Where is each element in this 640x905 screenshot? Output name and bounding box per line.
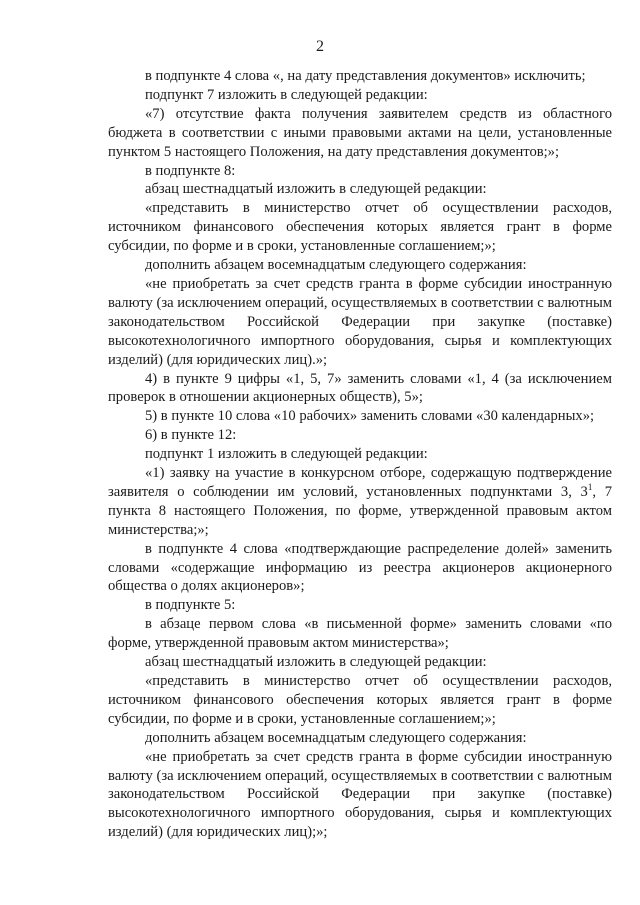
paragraph: «представить в министерство отчет об осуществлении расходов, источником финансового обеспечения которых является грант в форме субсидии, по форме и в сроки, установленные соглашением;»; <box>108 200 612 255</box>
paragraph: в подпункте 5: <box>145 597 236 614</box>
paragraph: дополнить абзацем восемнадцатым следующего содержания: <box>145 729 527 746</box>
paragraph: «не приобретать за счет средств гранта в форме субсидии иностранную валюту (за исключением операций, осуществляемых в соответствии с валютным законодательством Российской Федерации при закупке (поставке) высокотехнологичного импортного оборудования, сырья и комплектующих изделий) (для юридических лиц);»; <box>108 748 612 841</box>
page-number: 2 <box>316 38 324 55</box>
paragraph: «представить в министерство отчет об осуществлении расходов, источником финансового обеспечения которых является грант в форме субсидии, по форме и в сроки, установленные соглашением;»; <box>108 673 612 727</box>
paragraph: 5) в пункте 10 слова «10 рабочих» заменить словами «30 календарных»; <box>145 408 595 425</box>
paragraph: «не приобретать за счет средств гранта в форме субсидии иностранную валюту (за исключением операций, осуществляемых в соответствии с валютным законодательством Российской Федерации при закупке (поставке) высокотехнологичного импортного оборудования, сырья и комплектующих изделий) (для юридических лиц).»; <box>108 275 612 368</box>
paragraph: подпункт 7 изложить в следующей редакции: <box>145 86 428 103</box>
paragraph: «7) отсутствие факта получения заявителем средств из областного бюджета в соответствии с иными правовыми актами на цели, установленные пунктом 5 настоящего Положения, на дату представления документов;»; <box>108 105 612 160</box>
paragraph: в подпункте 4 слова «, на дату представления документов» исключить; <box>145 68 586 84</box>
paragraph: 4) в пункте 9 цифры «1, 5, 7» заменить словами «1, 4 (за исключением проверок в отношении акционерных обществ), 5»; <box>108 370 612 406</box>
paragraph-text: «1) заявку на участие в конкурсном отборе, содержащую подтверждение заявителя о соблюдении им условий, установленных подпунктами 3, 3 <box>108 465 612 500</box>
paragraph <box>108 464 612 540</box>
paragraph: в подпункте 8: <box>145 162 236 179</box>
paragraph: в подпункте 4 слова «подтверждающие распределение долей» заменить словами «содержащие информацию из реестра акционеров акционерного общества о долях акционеров»; <box>108 540 612 595</box>
paragraph-text: , 7 пункта 8 настоящего Положения, по форме, утвержденной правовым актом министерства;»; <box>108 483 612 538</box>
document-body <box>108 67 612 842</box>
paragraph: 6) в пункте 12: <box>145 427 237 444</box>
superscript: 1 <box>587 481 593 492</box>
paragraph: в абзаце первом слова «в письменной форме» заменить словами «по форме, утвержденной правовым актом министерства»; <box>108 616 612 652</box>
paragraph: абзац шестнадцатый изложить в следующей редакции: <box>145 654 487 671</box>
paragraph: абзац шестнадцатый изложить в следующей редакции: <box>145 181 487 198</box>
paragraph: дополнить абзацем восемнадцатым следующего содержания: <box>145 257 527 274</box>
paragraph: подпункт 1 изложить в следующей редакции: <box>145 446 428 463</box>
